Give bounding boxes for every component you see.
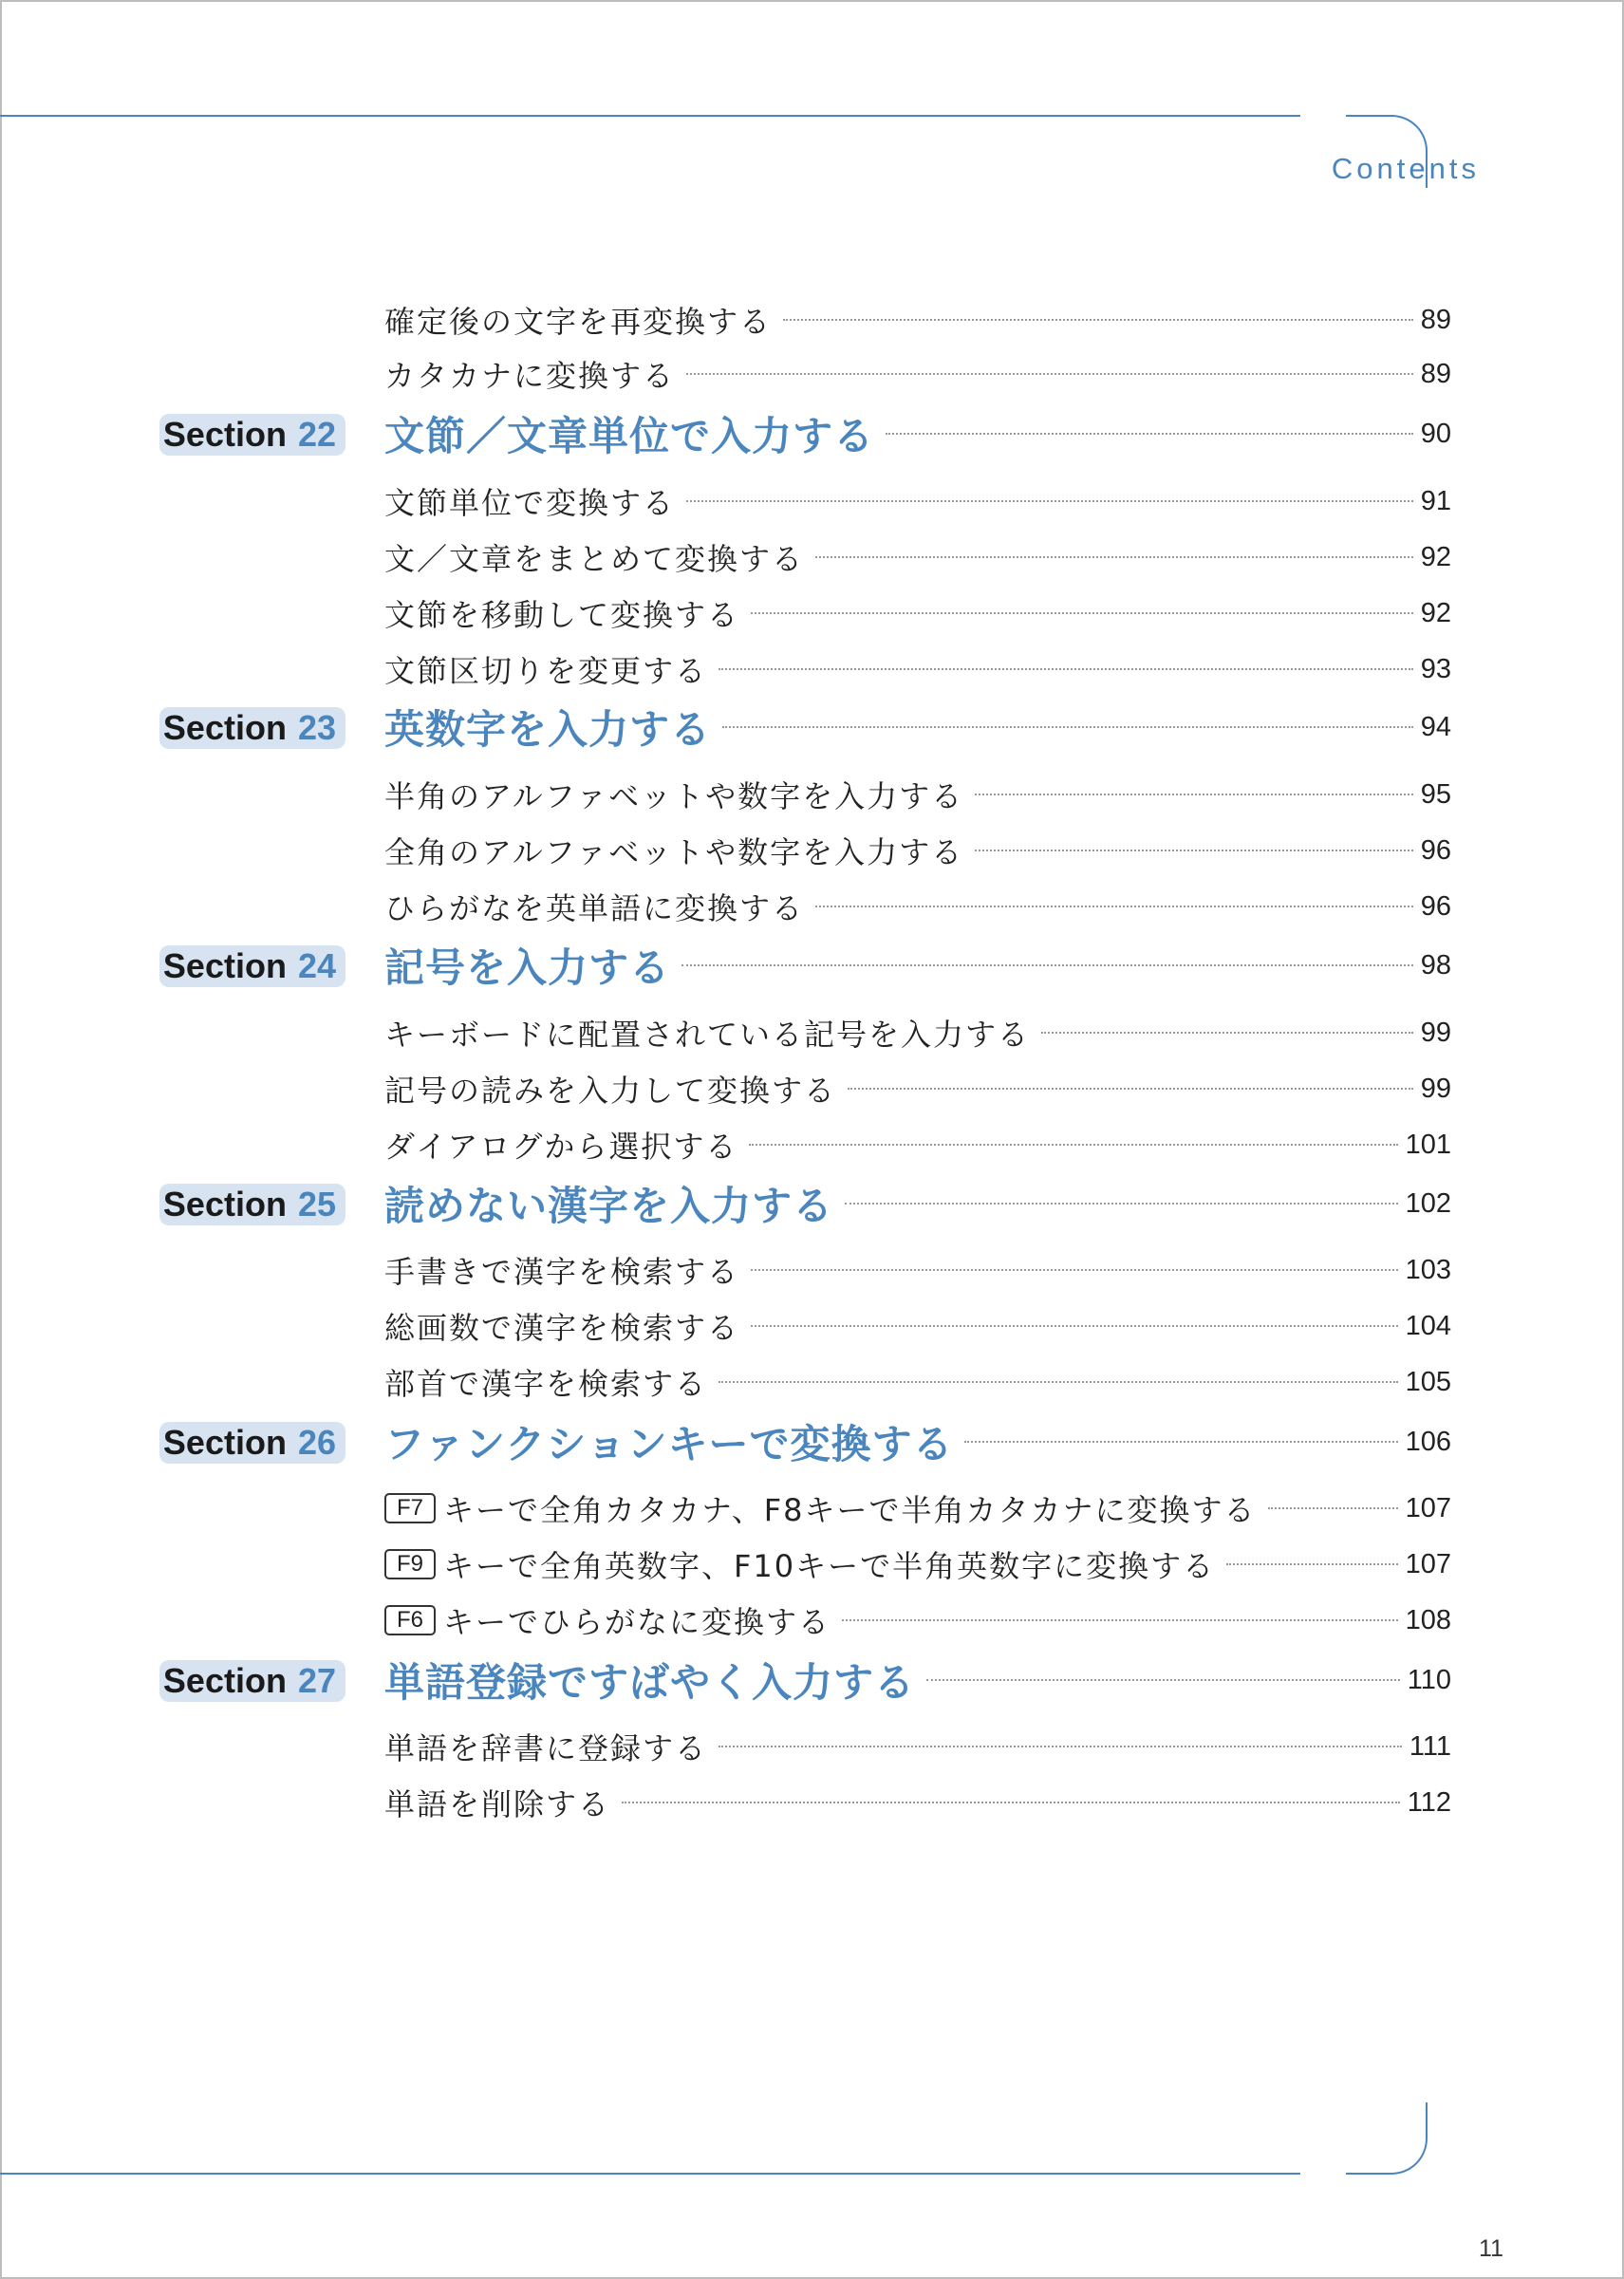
title-text: 英数字を入力する bbox=[384, 706, 712, 753]
section-title bbox=[384, 1175, 833, 1232]
toc-entry bbox=[384, 1062, 1451, 1115]
dot-leader bbox=[719, 1381, 1398, 1383]
dot-leader bbox=[848, 1088, 1413, 1090]
section-number: 25 bbox=[297, 1185, 336, 1224]
entry-title bbox=[384, 773, 963, 816]
page-ref: 106 bbox=[1405, 1426, 1451, 1457]
toc-entry bbox=[384, 1482, 1451, 1535]
toc-item-row bbox=[0, 293, 1624, 346]
section-badge bbox=[159, 1422, 345, 1464]
section-number: 27 bbox=[297, 1661, 336, 1700]
toc-item-row bbox=[0, 347, 1624, 401]
function-key-icon: F6 bbox=[384, 1605, 436, 1635]
title-text: キーボードに配置されている記号を入力する bbox=[384, 1017, 1031, 1053]
entry-title bbox=[384, 1486, 1257, 1530]
title-text: 文節／文章単位で入力する bbox=[384, 413, 875, 459]
dot-leader bbox=[722, 726, 1413, 728]
section-number: 23 bbox=[297, 708, 336, 747]
page-ref: 107 bbox=[1405, 1492, 1451, 1523]
entry-title bbox=[384, 1781, 610, 1824]
toc-item-row bbox=[0, 1538, 1624, 1591]
title-text: 記号の読みを入力して変換する bbox=[384, 1073, 837, 1109]
section-title bbox=[384, 1413, 953, 1470]
header-rule bbox=[0, 115, 1300, 117]
toc-entry bbox=[384, 587, 1451, 640]
dot-leader bbox=[751, 612, 1413, 614]
toc-item-row bbox=[0, 587, 1624, 640]
dot-leader bbox=[926, 1679, 1400, 1681]
page-ref: 99 bbox=[1420, 1017, 1451, 1048]
title-text: 手書きで漢字を検索する bbox=[384, 1254, 740, 1290]
section-badge bbox=[159, 945, 345, 987]
page-ref: 92 bbox=[1420, 541, 1451, 572]
page-ref: 107 bbox=[1405, 1548, 1451, 1579]
title-text: ひらがなを英単語に変換する bbox=[384, 890, 805, 926]
dot-leader bbox=[815, 556, 1413, 558]
dot-leader bbox=[1226, 1563, 1397, 1565]
entry-title bbox=[384, 647, 707, 691]
function-key-icon: F9 bbox=[384, 1549, 436, 1579]
entry-title bbox=[384, 298, 772, 342]
dot-leader bbox=[719, 668, 1413, 670]
section-title bbox=[384, 937, 670, 994]
title-text: カタカナに変換する bbox=[384, 358, 676, 394]
toc-entry bbox=[384, 1653, 1451, 1707]
dot-leader bbox=[1041, 1032, 1413, 1034]
page-ref: 112 bbox=[1407, 1786, 1451, 1818]
dot-leader bbox=[622, 1802, 1400, 1803]
page-ref: 94 bbox=[1420, 711, 1451, 742]
section-badge bbox=[159, 1184, 345, 1225]
dot-leader bbox=[681, 964, 1413, 966]
toc-section-row bbox=[0, 939, 1624, 992]
section-title bbox=[384, 1652, 915, 1709]
title-text: キーで全角英数字、F10キーで半角英数字に変換する bbox=[443, 1548, 1216, 1584]
page-ref: 89 bbox=[1420, 304, 1451, 335]
toc-item-row bbox=[0, 1006, 1624, 1059]
dot-leader bbox=[842, 1619, 1398, 1621]
dot-leader bbox=[719, 1746, 1402, 1747]
page-ref: 90 bbox=[1420, 418, 1451, 449]
title-text: 文節単位で変換する bbox=[384, 485, 676, 521]
entry-title bbox=[384, 591, 739, 635]
dot-leader bbox=[975, 850, 1413, 851]
toc-item-row bbox=[0, 1062, 1624, 1115]
dot-leader bbox=[783, 319, 1413, 321]
title-text: 確定後の文字を再変換する bbox=[384, 304, 773, 340]
toc-entry bbox=[384, 880, 1451, 933]
page-ref: 89 bbox=[1420, 358, 1451, 389]
entry-title bbox=[384, 535, 804, 579]
toc-section-row bbox=[0, 1177, 1624, 1230]
page-ref: 91 bbox=[1420, 485, 1451, 516]
entry-title bbox=[384, 1304, 739, 1348]
toc-entry bbox=[384, 1720, 1451, 1773]
page-ref: 96 bbox=[1420, 890, 1451, 922]
footer-corner-rule bbox=[1346, 2102, 1428, 2175]
title-text: 文節区切りを変更する bbox=[384, 653, 708, 689]
section-badge bbox=[159, 1660, 345, 1702]
toc-item-row bbox=[0, 643, 1624, 696]
section-word: Section bbox=[162, 946, 287, 985]
toc-entry bbox=[384, 768, 1451, 821]
section-badge bbox=[159, 414, 345, 456]
toc-item-row bbox=[0, 1299, 1624, 1353]
toc-item-row bbox=[0, 1720, 1624, 1773]
page-ref: 111 bbox=[1409, 1730, 1451, 1762]
toc-section-row bbox=[0, 1653, 1624, 1707]
title-text: キーでひらがなに変換する bbox=[443, 1604, 831, 1640]
page-ref: 98 bbox=[1420, 949, 1451, 981]
page-ref: 103 bbox=[1405, 1254, 1451, 1285]
dot-leader bbox=[975, 794, 1413, 795]
toc-entry bbox=[384, 1776, 1451, 1829]
toc-section-row bbox=[0, 407, 1624, 460]
section-title bbox=[384, 405, 874, 462]
title-text: 文節を移動して変換する bbox=[384, 597, 740, 633]
toc-item-row bbox=[0, 1594, 1624, 1647]
title-text: 総画数で漢字を検索する bbox=[384, 1310, 740, 1346]
section-number: 24 bbox=[297, 946, 336, 985]
page-ref: 104 bbox=[1405, 1310, 1451, 1341]
toc-item-row bbox=[0, 1118, 1624, 1171]
entry-title bbox=[384, 1067, 836, 1111]
page-ref: 110 bbox=[1407, 1664, 1451, 1695]
footer-rule bbox=[0, 2173, 1300, 2175]
toc-entry bbox=[384, 1006, 1451, 1059]
section-badge bbox=[159, 707, 345, 749]
toc-item-row bbox=[0, 1355, 1624, 1409]
title-text: 単語を削除する bbox=[384, 1786, 611, 1822]
entry-title bbox=[384, 479, 675, 523]
dot-leader bbox=[964, 1441, 1397, 1443]
toc-entry bbox=[384, 293, 1451, 346]
section-number: 22 bbox=[297, 415, 336, 454]
toc-entry bbox=[384, 1243, 1451, 1297]
section-word: Section bbox=[162, 1185, 287, 1224]
dot-leader bbox=[751, 1325, 1398, 1327]
title-text: キーで全角カタカナ、F8キーで半角カタカナに変換する bbox=[443, 1492, 1257, 1528]
entry-title bbox=[384, 1248, 739, 1292]
toc-item-row bbox=[0, 880, 1624, 933]
title-text: 単語登録ですばやく入力する bbox=[384, 1659, 916, 1706]
title-text: 単語を辞書に登録する bbox=[384, 1730, 708, 1766]
toc-entry bbox=[384, 531, 1451, 584]
toc-entry bbox=[384, 643, 1451, 696]
title-text: 半角のアルファベットや数字を入力する bbox=[384, 778, 964, 814]
toc-item-row bbox=[0, 531, 1624, 584]
section-word: Section bbox=[162, 708, 287, 747]
page-ref: 101 bbox=[1405, 1129, 1451, 1160]
title-text: 読めない漢字を入力する bbox=[384, 1183, 834, 1229]
toc-item-row bbox=[0, 824, 1624, 877]
title-text: 文／文章をまとめて変換する bbox=[384, 541, 805, 577]
toc-entry bbox=[384, 1118, 1451, 1171]
toc-entry bbox=[384, 939, 1451, 992]
toc-section-row bbox=[0, 701, 1624, 754]
entry-title bbox=[384, 1598, 831, 1642]
entry-title bbox=[384, 1542, 1215, 1586]
toc-entry bbox=[384, 347, 1451, 401]
section-number: 26 bbox=[297, 1423, 336, 1462]
section-word: Section bbox=[162, 415, 287, 454]
entry-title bbox=[384, 352, 675, 396]
page-ref: 105 bbox=[1405, 1366, 1451, 1397]
toc-item-row bbox=[0, 1243, 1624, 1297]
dot-leader bbox=[1268, 1507, 1398, 1509]
dot-leader bbox=[845, 1203, 1398, 1205]
toc-item-row bbox=[0, 768, 1624, 821]
contents-label: Contents bbox=[1331, 152, 1480, 185]
entry-title bbox=[384, 885, 804, 928]
toc-entry bbox=[384, 1299, 1451, 1353]
dot-leader bbox=[815, 906, 1413, 907]
toc-item-row bbox=[0, 1776, 1624, 1829]
dot-leader bbox=[686, 373, 1413, 375]
toc-entry bbox=[384, 1177, 1451, 1230]
title-text: ダイアログから選択する bbox=[384, 1129, 738, 1165]
title-text: 全角のアルファベットや数字を入力する bbox=[384, 834, 964, 870]
page-ref: 108 bbox=[1405, 1604, 1451, 1635]
function-key-icon: F7 bbox=[384, 1493, 436, 1523]
toc-entry bbox=[384, 1415, 1451, 1468]
entry-title bbox=[384, 829, 963, 872]
dot-leader bbox=[751, 1269, 1398, 1271]
toc-item-row bbox=[0, 1482, 1624, 1535]
toc-entry bbox=[384, 701, 1451, 754]
page-ref: 95 bbox=[1420, 778, 1451, 810]
dot-leader bbox=[686, 500, 1413, 502]
page-ref: 99 bbox=[1420, 1073, 1451, 1104]
toc-entry bbox=[384, 475, 1451, 528]
toc-item-row bbox=[0, 475, 1624, 528]
toc-section-row bbox=[0, 1415, 1624, 1468]
entry-title bbox=[384, 1011, 1030, 1055]
dot-leader bbox=[749, 1144, 1397, 1146]
entry-title bbox=[384, 1360, 707, 1404]
page-ref: 93 bbox=[1420, 653, 1451, 684]
toc-entry bbox=[384, 1355, 1451, 1409]
page-ref: 96 bbox=[1420, 834, 1451, 866]
title-text: 部首で漢字を検索する bbox=[384, 1366, 708, 1402]
title-text: 記号を入力する bbox=[384, 944, 671, 991]
toc-entry bbox=[384, 407, 1451, 460]
section-word: Section bbox=[162, 1423, 287, 1462]
section-word: Section bbox=[162, 1661, 287, 1700]
toc-entry bbox=[384, 1538, 1451, 1591]
toc-entry bbox=[384, 824, 1451, 877]
section-title bbox=[384, 699, 711, 756]
toc-entry bbox=[384, 1594, 1451, 1647]
page-number: 11 bbox=[1479, 2235, 1503, 2262]
entry-title bbox=[384, 1123, 737, 1167]
dot-leader bbox=[886, 433, 1413, 435]
title-text: ファンクションキーで変換する bbox=[384, 1421, 954, 1467]
entry-title bbox=[384, 1725, 707, 1768]
page-ref: 102 bbox=[1405, 1187, 1451, 1219]
page-ref: 92 bbox=[1420, 597, 1451, 628]
